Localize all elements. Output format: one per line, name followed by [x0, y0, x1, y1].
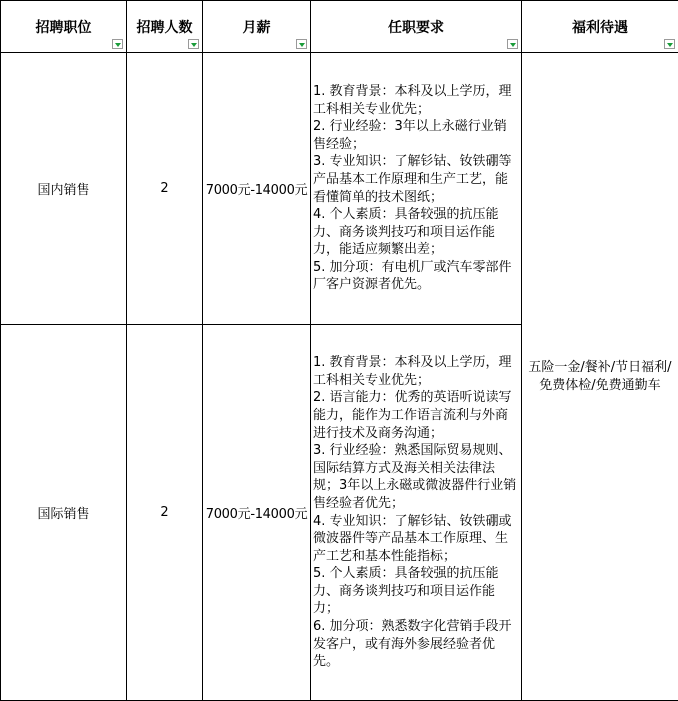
header-row: [1, 1, 678, 53]
header-salary-label: 月薪: [242, 19, 271, 36]
requirement-item: 6. 加分项：熟悉数字化营销手段开发客户，或有海外参展经验者优先。: [313, 619, 512, 670]
header-count: [127, 1, 203, 53]
requirement-item: 3. 行业经验：熟悉国际贸易规则、国际结算方式及海关相关法律法规；3年以上永磁或微波器件行业销售经验者优先；: [313, 443, 517, 511]
header-requirements: [311, 1, 522, 53]
requirement-item: 2. 行业经验：3年以上永磁行业销售经验；: [313, 119, 507, 152]
requirements-cell[interactable]: [311, 325, 522, 701]
salary-cell[interactable]: 7000元-14000元: [203, 325, 311, 701]
requirements-cell[interactable]: [311, 53, 522, 325]
requirement-item: 1. 教育背景：本科及以上学历，理工科相关专业优先；: [313, 355, 512, 388]
count-cell[interactable]: 2: [127, 53, 203, 325]
position-cell[interactable]: 国际销售: [1, 325, 127, 701]
salary-cell[interactable]: 7000元-14000元: [203, 53, 311, 325]
header-requirements-label: 任职要求: [388, 19, 444, 36]
header-position-label: 招聘职位: [35, 19, 92, 36]
filter-dropdown-icon[interactable]: [664, 39, 675, 49]
count-cell[interactable]: 2: [127, 325, 203, 701]
table-row: [1, 53, 678, 325]
requirement-item: 2. 语言能力：优秀的英语听说读写能力，能作为工作语言流利与外商进行技术及商务沟通；: [313, 390, 512, 441]
requirement-item: 4. 个人素质：具备较强的抗压能力、商务谈判技巧和项目运作能力，能适应频繁出差；: [313, 207, 499, 258]
requirement-item: 5. 加分项：有电机厂或汽车零部件厂客户资源者优先。: [313, 259, 512, 293]
requirement-item: 3. 专业知识：了解钐钴、钕铁硼等产品基本工作原理和生产工艺，能看懂简单的技术图纸；: [313, 154, 512, 205]
requirement-item: 1. 教育背景：本科及以上学历，理工科相关专业优先；: [313, 83, 512, 117]
filter-dropdown-icon[interactable]: [188, 39, 199, 49]
filter-dropdown-icon[interactable]: [507, 39, 518, 49]
header-salary: [203, 1, 311, 53]
header-welfare: [522, 1, 678, 53]
header-welfare-label: 福利待遇: [572, 19, 628, 36]
filter-dropdown-icon[interactable]: [112, 39, 123, 49]
requirement-item: 4. 专业知识：了解钐钴、钕铁硼或微波器件等产品基本工作原理、生产工艺和基本性能指标；: [313, 513, 512, 564]
filter-dropdown-icon[interactable]: [296, 39, 307, 49]
position-cell[interactable]: 国内销售: [1, 53, 127, 325]
header-position: [1, 1, 127, 53]
requirement-item: 5. 个人素质：具备较强的抗压能力、商务谈判技巧和项目运作能力；: [313, 566, 499, 617]
welfare-cell[interactable]: 五险一金/餐补/节日福利/免费体检/免费通勤车: [522, 53, 678, 701]
header-count-label: 招聘人数: [136, 19, 193, 36]
